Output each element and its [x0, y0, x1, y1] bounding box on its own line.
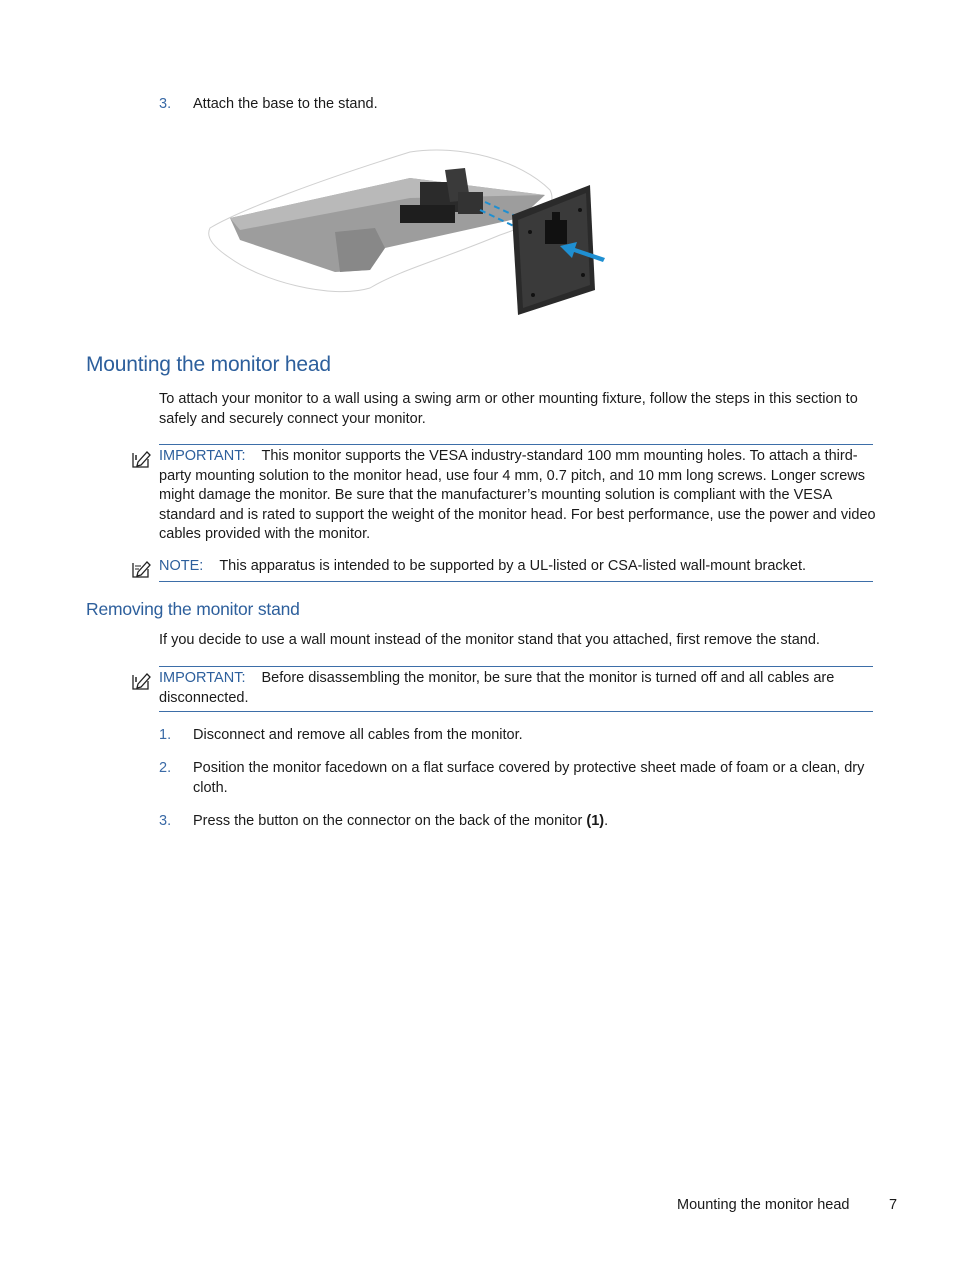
important-callout — [159, 447, 877, 545]
important-label: IMPORTANT: — [159, 670, 246, 686]
note-callout — [159, 557, 877, 577]
important-icon — [130, 671, 152, 691]
important-text: This monitor supports the VESA industry-standard 100 mm mounting holes. To attach a third-party mounting solution to the monitor head, use four 4 mm, 0.7 pitch, and 10 mm long screws. Longer screws might damage the monitor. Be sure that the manufacturer’s mounting solution is compliant with the VESA standard and is rated to support the weight of the monitor head. For best performance, use the power and video cables provided with the monitor. — [159, 448, 876, 542]
divider — [159, 711, 873, 712]
step-text: Attach the base to the stand. — [193, 96, 378, 112]
note-text: This apparatus is intended to be supported by a UL-listed or CSA-listed wall-mount bracket. — [219, 558, 807, 574]
note-icon — [130, 559, 152, 579]
stand-attach-illustration — [200, 140, 610, 320]
step-number: 3. — [159, 96, 172, 112]
step-text-part: . — [604, 813, 609, 829]
important-label: IMPORTANT: — [159, 448, 246, 464]
step-number: 3. — [159, 813, 172, 829]
subsection-heading: Removing the monitor stand — [86, 599, 300, 619]
important-callout — [159, 669, 877, 708]
callout-reference: (1) — [586, 813, 605, 829]
step-number: 2. — [159, 760, 172, 776]
divider — [159, 666, 873, 667]
subsection-intro: If you decide to use a wall mount instead of the monitor stand that you attached, first remove the stand. — [159, 632, 820, 648]
step-text: Position the monitor facedown on a flat surface covered by protective sheet made of foam or a clean, dry cloth. — [193, 760, 865, 796]
divider — [159, 581, 873, 582]
important-text: Before disassembling the monitor, be sure that the monitor is turned off and all cables are disconnected. — [159, 670, 835, 706]
section-heading: Mounting the monitor head — [86, 353, 331, 376]
step-text: Disconnect and remove all cables from the monitor. — [193, 727, 523, 743]
step-text — [193, 812, 883, 832]
footer-title: Mounting the monitor head — [677, 1197, 850, 1213]
step-number: 1. — [159, 727, 172, 743]
section-intro: To attach your monitor to a wall using a swing arm or other mounting fixture, follow the steps in this section to safely and securely connect your monitor. — [159, 391, 858, 427]
divider — [159, 444, 873, 445]
step-text-part: Press the button on the connector on the back of the monitor — [193, 813, 587, 829]
important-icon — [130, 449, 152, 469]
page-number: 7 — [889, 1197, 898, 1213]
note-label: NOTE: — [159, 558, 204, 574]
